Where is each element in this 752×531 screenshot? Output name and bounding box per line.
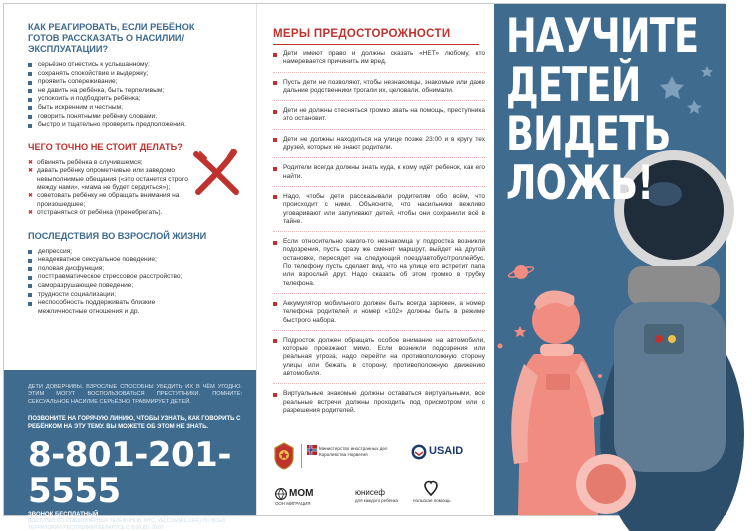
unicef-logo-subtext: для каждого ребёнка <box>355 498 398 503</box>
what-not-to-do-list <box>28 159 188 218</box>
free-call-details: ДОСТУПЕН СО СТАЦИОНАРНЫХ ТЕЛЕФОНОВ, МТС, VELCOM|A1, LIFE) ПО ВСЕЙ ТЕРРИТОРИИ РЕСПУБЛИКИ БЕЛАРУСЬ С 8:00 ДО 20:00 <box>28 518 225 531</box>
list-item: саморазрушающее поведение; <box>28 282 242 291</box>
partner-logos <box>271 436 485 510</box>
list-item: не давить на ребёнка, быть терпеливым; <box>28 87 242 96</box>
held-helmet-icon <box>576 454 636 514</box>
list-item: депрессия; <box>28 248 242 257</box>
iom-logo-text: МОМ <box>289 488 314 499</box>
rule-item: Пусть дети не позволяют, чтобы незнакомцы, знакомые или даже дальние родственники трогали их, целовали, обнимали. <box>273 72 485 96</box>
heading-what-not-to-do: ЧЕГО ТОЧНО НЕ СТОИТ ДЕЛАТЬ? <box>28 141 183 152</box>
list-item: ✖ советовать ребёнку не обращать внимания на произошедшее; <box>28 192 188 209</box>
cover-title-line: ЛОЖЬ! <box>506 156 654 211</box>
rule-item: Подросток должен обращать особое внимание на автомобили, которые проезжают мимо. Если возникли подозрения или реальная угроза, надо перейти на противоположную сторону улицы или бежать в сторону, противоположную движению автомобиля. <box>273 330 485 378</box>
red-cross-icon <box>190 146 242 198</box>
list-item: быстро и тщательно проверить предположения. <box>28 121 242 130</box>
list-item: трудности социализации; <box>28 291 242 300</box>
list-item: сохранять спокойствие и выдержку; <box>28 70 242 79</box>
middle-panel <box>256 4 494 515</box>
iom-logo-subtext: ООН МИГРАЦИЯ <box>275 501 311 506</box>
list-item: говорить понятными ребёнку словами; <box>28 113 242 122</box>
title-divider <box>273 44 479 45</box>
police-emblem-icon <box>273 442 295 470</box>
brochure <box>3 3 725 531</box>
cover-title-line: НАУЧИТЕ <box>506 9 699 64</box>
mfa-norway-logo-text: Министерство иностранных дел Королевства Норвегия <box>319 446 388 457</box>
cover-panel <box>494 4 726 515</box>
consequences-list <box>28 248 242 317</box>
hotline-block <box>4 370 256 531</box>
rule-item: Если относительно какого-то незнакомца у подростка возникли подозрения, пусть сразу же сменит маршрут, выйдет на другой остановке, пересядет на следующий поезд/автобус/троллейбус. По телефону пусть сделает вид, что на улице его встретит папа или взрослый друг. Надо сказать об этом громко в трубку телефона. <box>273 231 485 288</box>
rule-item: Аккумулятор мобильного должен быть всегда заряжен, а номер телефона родителей и номер «102» должны быть в режиме быстрого набора. <box>273 293 485 325</box>
polish-aid-logo-text: польская помощь <box>413 498 451 503</box>
heading-how-to-react: КАК РЕАГИРОВАТЬ, ЕСЛИ РЕБЁНОК ГОТОВ РАССКАЗАТЬ О НАСИЛИИ/ЭКСПЛУАТАЦИИ? <box>28 22 195 54</box>
rule-item: Надо, чтобы дети рассказывали родителям обо всём, что происходит с ними. Объясните, что насильники вежливо уговаривают или запугивают детей, чтобы они сохранили всё в тайне. <box>273 186 485 226</box>
list-item: серьёзно отнестись к услышанному; <box>28 61 242 70</box>
planet-small-icon <box>508 265 535 279</box>
usaid-seal-icon <box>411 444 427 460</box>
divider <box>301 444 302 468</box>
call-invitation: ПОЗВОНИТЕ НА ГОРЯЧУЮ ЛИНИЮ, ЧТОБЫ УЗНАТЬ, КАК ГОВОРИТЬ С РЕБЁНКОМ НА ЭТУ ТЕМУ. ВЫ МОЖЕТЕ ОБ ЭТОМ НЕ ЗНАТЬ. <box>28 416 241 430</box>
precautions-title: МЕРЫ ПРЕДОСТОРОЖНОСТИ <box>273 28 451 40</box>
unicef-logo-text: юнисеф <box>355 488 385 497</box>
polish-aid-logo-icon <box>423 480 439 496</box>
rule-item: Родители всегда должны знать куда, к кому идёт ребенок, как его найти. <box>273 157 485 181</box>
list-item: быть искренним и честным; <box>28 104 242 113</box>
norway-flag-icon <box>307 445 317 455</box>
list-item: посттравматическое стрессовое расстройство; <box>28 273 242 282</box>
list-item: неспособность поддерживать близкие межличностные отношения и др. <box>28 299 198 316</box>
list-item: ✖ отстраняться от ребёнка (пренебрегать). <box>28 209 188 217</box>
cover-title-line: ВИДЕТЬ <box>506 107 671 162</box>
cover-title <box>506 9 752 211</box>
how-to-react-list <box>28 61 242 130</box>
list-item: ✖ давать ребёнку опрометчивые или заведомо невыполнимые обещания («это останется строго между нами», «мама не будет сердиться»); <box>28 167 188 192</box>
hotline-phone[interactable]: 8-801-201-5555 <box>28 435 231 512</box>
left-panel <box>4 4 256 531</box>
rule-item: Дети имеют право и должны сказать «НЕТ» любому, кто намеревается причинить им вред. <box>273 50 485 67</box>
usaid-logo-text: USAID <box>429 445 464 457</box>
cover-title-line: ДЕТЕЙ <box>506 58 641 113</box>
iom-logo-icon <box>275 488 287 500</box>
list-item: неадекватное сексуальное поведение; <box>28 256 242 265</box>
list-item: успокоить и подбодрить ребёнка; <box>28 95 242 104</box>
list-item: проявить сопереживание; <box>28 78 242 87</box>
warning-text: ДЕТИ ДОВЕРЧИВЫ. ВЗРОСЛЫЕ СПОСОБНЫ УБЕДИТЬ ИХ В ЧЁМ УГОДНО. ЭТИМ МОГУТ ВОСПОЛЬЗОВАТЬСЯ ПРЕСТУПНИКИ. ПОМНИТЕ: СЕКСУАЛЬНОЕ НАСИЛИЕ СЕРЬЁЗНО ТРАВМИРУЕТ ДЕТЕЙ. <box>28 384 242 405</box>
free-call-label: ЗВОНОК БЕСПЛАТНЫЙ <box>28 512 99 519</box>
rule-item: Виртуальные знакомые должны оставаться виртуальными, все реальные встречи должны проходить под присмотром или с разрешения родителей. <box>273 383 485 415</box>
precautions-list <box>273 50 485 415</box>
heading-consequences: ПОСЛЕДСТВИЯ ВО ВЗРОСЛОЙ ЖИЗНИ <box>28 230 207 241</box>
rule-item: Дети не должны стесняться громко звать на помощь, преступника это остановит. <box>273 100 485 124</box>
list-item: половая дисфункция; <box>28 265 242 274</box>
list-item: ✖ обвинять ребёнка в случившемся; <box>28 159 188 167</box>
rule-item: Дети не должны находиться на улице позже 23:00 и в кругу тех друзей, которых не знают родители. <box>273 129 485 153</box>
